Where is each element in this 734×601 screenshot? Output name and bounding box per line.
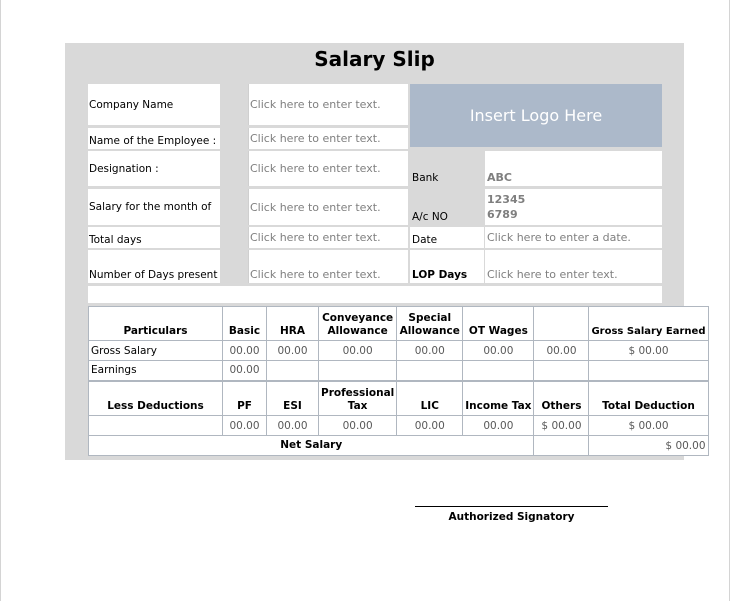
gross-conveyance-cell[interactable]: 00.00: [319, 341, 397, 361]
gross-salary-row: [89, 341, 709, 361]
spacer-row: [88, 286, 662, 303]
signature-line: [415, 506, 608, 507]
esi-cell[interactable]: 00.00: [267, 416, 319, 436]
less-deductions-header: Less Deductions: [89, 381, 223, 416]
total-days-label: Total days: [88, 227, 220, 248]
employee-name-label: Name of the Employee :: [88, 128, 220, 149]
ot-wages-header: OT Wages: [463, 307, 534, 341]
net-salary-value[interactable]: $ 00.00: [589, 436, 708, 456]
acno-value[interactable]: [485, 189, 662, 225]
total-deduction-cell[interactable]: $ 00.00: [589, 416, 708, 436]
authorized-signatory-label: Authorized Signatory: [448, 511, 575, 523]
total-days-field[interactable]: Click here to enter text.: [248, 227, 408, 248]
date-label: Date: [410, 227, 484, 248]
pf-cell[interactable]: 00.00: [223, 416, 267, 436]
acno-value-line2: 6789: [487, 208, 518, 221]
company-name-field[interactable]: Click here to enter text.: [248, 84, 408, 125]
earnings-label: Earnings: [89, 361, 223, 381]
page-edge-right: [729, 0, 730, 601]
lic-cell[interactable]: 00.00: [397, 416, 463, 436]
gross-other-cell[interactable]: 00.00: [534, 341, 589, 361]
others-header: Others: [534, 381, 589, 416]
earnings-conveyance-cell[interactable]: [319, 361, 397, 381]
lop-days-field[interactable]: Click here to enter text.: [485, 250, 662, 283]
income-tax-cell[interactable]: 00.00: [463, 416, 534, 436]
basic-header: Basic: [223, 307, 267, 341]
blank-header: [534, 307, 589, 341]
total-deduction-header: Total Deduction: [589, 381, 708, 416]
earnings-row: [89, 361, 709, 381]
net-salary-spacer: [534, 436, 589, 456]
hra-header: HRA: [267, 307, 319, 341]
lic-header: LIC: [397, 381, 463, 416]
professional-tax-header: Professional Tax: [319, 381, 397, 416]
gross-earned-cell[interactable]: $ 00.00: [589, 341, 708, 361]
earnings-total-cell[interactable]: [589, 361, 708, 381]
esi-header: ESI: [267, 381, 319, 416]
particulars-header: Particulars: [89, 307, 223, 341]
conveyance-header: Conveyance Allowance: [319, 307, 397, 341]
gross-earned-header: Gross Salary Earned: [589, 307, 708, 341]
salary-month-field[interactable]: Click here to enter text.: [248, 189, 408, 225]
slip-title: Salary Slip: [314, 47, 435, 71]
income-tax-header: Income Tax: [463, 381, 534, 416]
special-header: Special Allowance: [397, 307, 463, 341]
logo-placeholder[interactable]: Insert Logo Here: [410, 84, 662, 147]
professional-tax-cell[interactable]: 00.00: [319, 416, 397, 436]
bank-value[interactable]: ABC: [485, 151, 662, 186]
bank-label: Bank: [412, 172, 439, 184]
salary-month-label: Salary for the month of: [88, 189, 220, 225]
net-salary-row: [89, 436, 709, 456]
earnings-hra-cell[interactable]: [267, 361, 319, 381]
earnings-special-cell[interactable]: [397, 361, 463, 381]
gross-salary-label: Gross Salary: [89, 341, 223, 361]
gross-special-cell[interactable]: 00.00: [397, 341, 463, 361]
lop-days-label: LOP Days: [410, 250, 484, 283]
employee-name-field[interactable]: Click here to enter text.: [248, 128, 408, 149]
acno-label: A/c NO: [412, 211, 448, 223]
gross-ot-wages-cell[interactable]: 00.00: [463, 341, 534, 361]
designation-label: Designation :: [88, 151, 220, 186]
earnings-basic-cell[interactable]: 00.00: [223, 361, 267, 381]
pf-header: PF: [223, 381, 267, 416]
days-present-label: Number of Days present: [88, 250, 220, 283]
deductions-row: [89, 416, 709, 436]
earnings-header-row: [89, 307, 709, 341]
earnings-other-cell[interactable]: [534, 361, 589, 381]
designation-field[interactable]: Click here to enter text.: [248, 151, 408, 186]
others-cell[interactable]: $ 00.00: [534, 416, 589, 436]
company-name-label: Company Name: [88, 84, 220, 125]
earnings-ot-wages-cell[interactable]: [463, 361, 534, 381]
deductions-label-cell: [89, 416, 223, 436]
net-salary-label: Net Salary: [89, 436, 534, 456]
acno-value-line1: 12345: [487, 193, 526, 206]
salary-table: [88, 306, 709, 456]
date-field[interactable]: Click here to enter a date.: [485, 227, 662, 248]
days-present-field[interactable]: Click here to enter text.: [248, 250, 408, 283]
page-edge-left: [0, 0, 1, 601]
gross-hra-cell[interactable]: 00.00: [267, 341, 319, 361]
deductions-header-row: [89, 381, 709, 416]
gross-basic-cell[interactable]: 00.00: [223, 341, 267, 361]
